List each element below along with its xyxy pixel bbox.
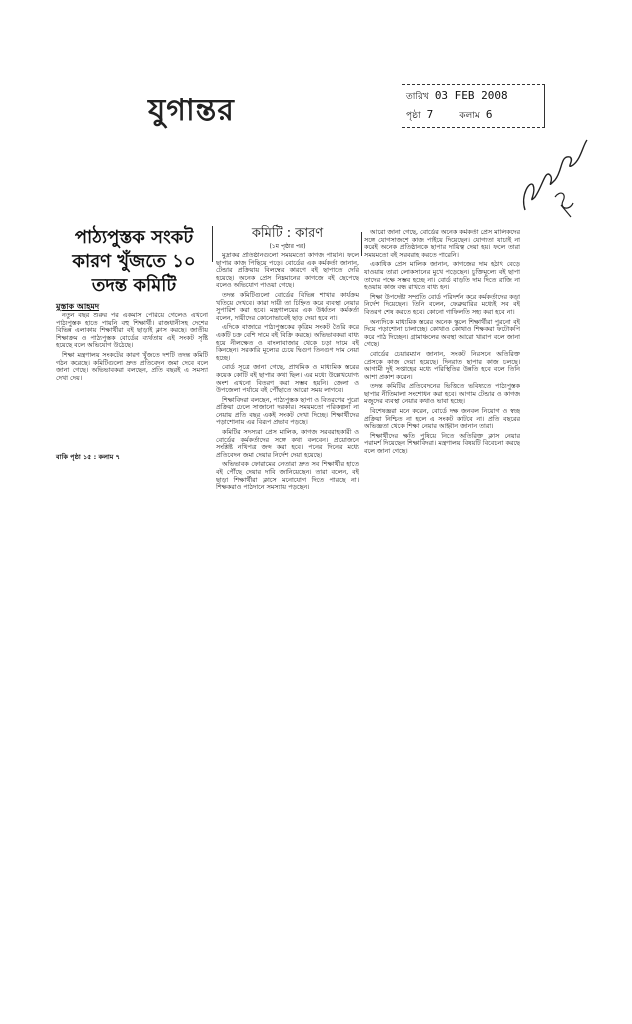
paragraph: শিক্ষা উপদেষ্টা সম্প্রতি বোর্ড পরিদর্শন করে কর্মকর্তাদের কড়া নির্দেশ দিয়েছেন। তিনি বলেন, ফেব্রুয়ারির মধ্যেই সব বই বিতরণ শেষ করতে হবে। কোনো গাফিলতি সহ্য করা হবে না। (364, 292, 520, 316)
paragraph: তদন্ত কমিটিগুলো বোর্ডের বিভিন্ন শাখার কার্যক্রম খতিয়ে দেখবে। কারা দায়ী তা চিহ্নিত করে ব্যবস্থা নেয়ার সুপারিশ করা হবে। মন্ত্রণালয়ের এক উর্ধ্বতন কর্মকর্তা বলেন, দায়ীদের কোনোভাবেই ছাড় দেয়া হবে না। (216, 290, 359, 322)
column-divider (361, 232, 362, 256)
column-value: 6 (485, 108, 493, 121)
continuation-body-right (364, 229, 520, 861)
paragraph: শিক্ষার্থীদের ক্ষতি পুষিয়ে নিতে অতিরিক্ত ক্লাস নেয়ার পরামর্শ দিয়েছেন শিক্ষাবিদরা। মন্ত্রণালয় বিষয়টি বিবেচনা করছে বলে জানা গেছে। (364, 431, 520, 456)
continuation-subtitle: (১ম পৃষ্ঠার পর) (269, 243, 306, 250)
column-label: কলাম (459, 111, 480, 121)
paragraph: শিক্ষা মন্ত্রণালয় সংকটের কারণ খুঁজতে দশটি তদন্ত কমিটি গঠন করেছে। কমিটিগুলো দ্রুত প্রতিবেদন জমা দেবে বলে জানা গেছে। অভিভাবকরা বলছেন, প্রতি বছরই এ সমস্যা দেখা দেয়। (56, 350, 208, 382)
article-byline: মুস্তাক আহমদ (56, 302, 100, 311)
handwritten-signature (515, 135, 600, 220)
paragraph: অভিভাবক ফোরামের নেতারা দ্রুত সব শিক্ষার্থীর হাতে বই পৌঁছে দেয়ার দাবি জানিয়েছেন। তারা বলেন, বই ছাড়া শিক্ষার্থীরা ক্লাসে মনোযোগ দিতে পারছে না। শিক্ষকরাও পাঠদানে সমস্যায় পড়ছেন। (216, 460, 359, 492)
continued-note: বাকি পৃষ্ঠা ১৫ : কলাম ৭ (56, 453, 120, 461)
paragraph: একাধিক প্রেস মালিক জানান, কাগজের দাম হঠাৎ বেড়ে যাওয়ায় তারা লোকসানের মুখে পড়েছেন। চুক্তিমূল্যে বই ছাপা তাদের পক্ষে সম্ভব হচ্ছে না। বোর্ড বাড়তি দাম দিতে রাজি না হওয়ায় কাজ বন্ধ রাখতে বাধ্য হন। (364, 260, 520, 292)
paragraph: বিশেষজ্ঞরা মনে করেন, বোর্ডে দক্ষ জনবল নিয়োগ ও স্বচ্ছ প্রক্রিয়া নিশ্চিত না হলে এ সংকট কাটবে না। প্রতি বছরের অভিজ্ঞতা থেকে শিক্ষা নেয়ার আহ্বান জানান তারা। (364, 407, 520, 431)
article-headline: পাঠ্যপুস্তক সংকট কারণ খুঁজতে ১০ তদন্ত কমিটি (72, 227, 196, 296)
paragraph: এদিকে বাজারে পাঠ্যপুস্তকের কৃত্রিম সংকট তৈরি করে একটি চক্র বেশি দামে বই বিক্রি করছে। অভিভাবকরা বাধ্য হয়ে নীলক্ষেত ও বাংলাবাজার থেকে চড়া দামে বই কিনছেন। সরকারি মূল্যের চেয়ে দ্বিগুণ তিনগুণ দাম নেয়া হচ্ছে। (216, 323, 359, 362)
paragraph: আরো জানা গেছে, বোর্ডের অনেক কর্মকর্তা প্রেস মালিকদের সঙ্গে যোগসাজশে কাজ পাইয়ে দিয়েছেন। যোগ্যতা যাচাই না করেই অনেক প্রতিষ্ঠানকে ছাপার দায়িত্ব দেয়া হয়। ফলে তারা সময়মতো বই সরবরাহ করতে পারেনি। (364, 229, 520, 259)
paragraph: বোর্ড সূত্রে জানা গেছে, প্রাথমিক ও মাধ্যমিক স্তরের কয়েক কোটি বই ছাপার কথা ছিল। এর মধ্যে উল্লেখযোগ্য অংশ এখনো বিতরণ করা সম্ভব হয়নি। জেলা ও উপজেলা পর্যায়ে বই পৌঁছাতে আরো সময় লাগবে। (216, 363, 359, 395)
continuation-body (216, 252, 359, 880)
paragraph: বোর্ডের চেয়ারম্যান জানান, সংকট নিরসনে অতিরিক্ত প্রেসকে কাজ দেয়া হয়েছে। দিনরাত ছাপার কাজ চলছে। আগামী দুই সপ্তাহের মধ্যে পরিস্থিতির উন্নতি হবে বলে তিনি আশা প্রকাশ করেন। (364, 349, 520, 381)
date-value: 03 FEB 2008 (434, 89, 508, 102)
date-stamp (402, 84, 545, 128)
newspaper-masthead: যুগান্তর (148, 93, 235, 128)
paragraph: কমিটির সদস্যরা প্রেস মালিক, কাগজ সরবরাহকারী ও বোর্ডের কর্মকর্তাদের সঙ্গে কথা বলবেন। প্রয়োজনে সংশ্লিষ্ট নথিপত্র জব্দ করা হবে। পনের দিনের মধ্যে প্রতিবেদন জমা দেয়ার নির্দেশ দেয়া হয়েছে। (216, 428, 359, 459)
paragraph: অন্যদিকে মাধ্যমিক স্তরের অনেক স্কুলে শিক্ষার্থীরা পুরনো বই দিয়ে পড়াশোনা চালাচ্ছে। কোথাও কোথাও শিক্ষকরা ফটোকপি করে পাঠ দিচ্ছেন। গ্রামাঞ্চলের অবস্থা আরো খারাপ বলে জানা গেছে। (364, 317, 520, 349)
page-label: পৃষ্ঠা (406, 111, 421, 121)
paragraph: শিক্ষাবিদরা বলছেন, পাঠ্যপুস্তক ছাপা ও বিতরণের পুরো প্রক্রিয়া ঢেলে সাজানো দরকার। সময়মতো পরিকল্পনা না নেয়ায় প্রতি বছর একই সংকট দেখা দিচ্ছে। শিক্ষার্থীদের পড়াশোনায় এর বিরূপ প্রভাব পড়ছে। (216, 395, 359, 427)
paragraph: মুদ্রাকর প্রতিষ্ঠানগুলো সময়মতো কাগজ পায়নি। ফলে ছাপার কাজ পিছিয়ে পড়ে। বোর্ডের এক কর্মকর্তা জানান, টেন্ডার প্রক্রিয়ায় বিলম্বের কারণে বই ছাপাতে দেরি হয়েছে। অনেক প্রেস নিম্নমানের কাগজে বই ছেপেছে বলেও অভিযোগ পাওয়া গেছে। (216, 252, 359, 290)
paragraph: নতুন বছর শুরুর পর একমাস পেরিয়ে গেলেও এখনো পাঠ্যপুস্তক হাতে পায়নি বহু শিক্ষার্থী। রাজধানীসহ দেশের বিভিন্ন এলাকায় শিক্ষার্থীরা বই ছাড়াই ক্লাস করছে। জাতীয় শিক্ষাক্রম ও পাঠ্যপুস্তক বোর্ডের ব্যর্থতায় এই সংকট সৃষ্টি হয়েছে বলে অভিযোগ উঠেছে। (56, 312, 208, 350)
continuation-title: কমিটি : কারণ (251, 226, 324, 241)
page-value: 7 (426, 108, 434, 121)
lead-article-body (56, 312, 208, 458)
paragraph: তদন্ত কমিটির প্রতিবেদনের ভিত্তিতে ভবিষ্যতে পাঠ্যপুস্তক ছাপার নীতিমালা সংশোধন করা হবে। আগাম টেন্ডার ও কাগজ মজুদের ব্যবস্থা নেয়ার কথাও ভাবা হচ্ছে। (364, 382, 520, 406)
date-label: তারিখ (406, 92, 429, 102)
